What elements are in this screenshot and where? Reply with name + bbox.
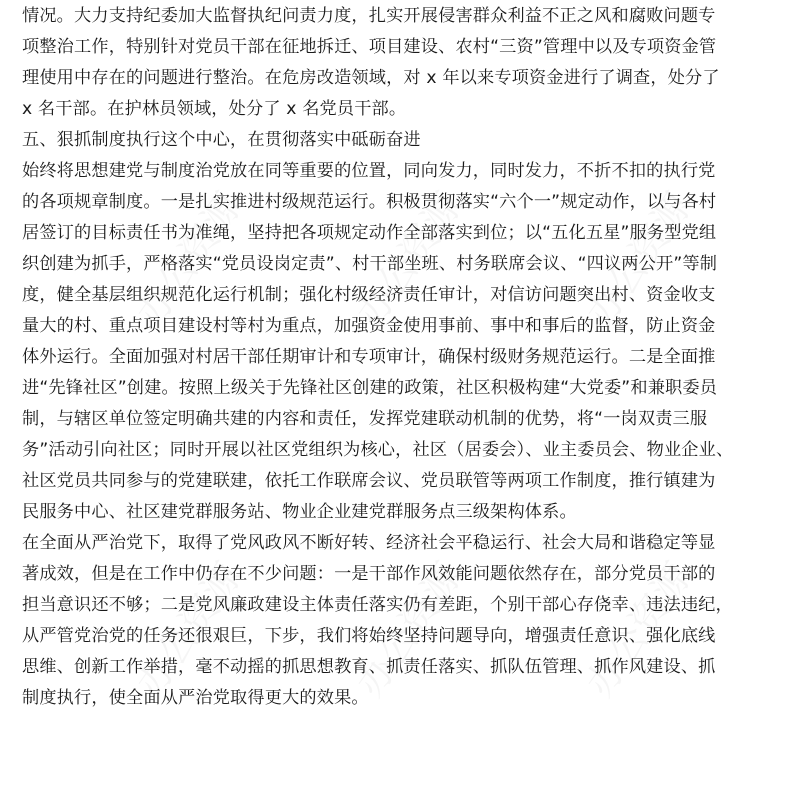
text-line: 项整治工作，特别针对党员干部在征地拆迁、项目建设、农村“三资”管理中以及专项资金管 xyxy=(22,37,717,57)
text-line: 情况。大力支持纪委加大监督执纪问责力度，扎实开展侵害群众利益不正之风和腐败问题专 xyxy=(22,6,716,26)
text-line: 织创建为抓手，严格落实“党员设岗定责”、村干部坐班、村务联席会议、“四议两公开”等制 xyxy=(22,254,718,274)
text-line: 制，与辖区单位签定明确共建的内容和责任，发挥党建联动机制的优势，将“一岗双责三服 xyxy=(22,409,708,429)
text-line: 从严管党治党的任务还很艰巨，下步，我们将始终坚持问题导向，增强责任意识、强化底线 xyxy=(22,626,716,646)
text-line: 著成效，但是在工作中仍存在不少问题：一是干部作风效能问题依然存在，部分党员干部的 xyxy=(22,564,716,584)
text-line: 进“先锋社区”创建。按照上级关于先锋社区创建的政策，社区积极构建“大党委”和兼职委员 xyxy=(22,378,718,398)
text-line: 体外运行。全面加强对村居干部任期审计和专项审计，确保村级财务规范运行。二是全面推 xyxy=(22,347,716,367)
text-line: x 名干部。在护林员领域，处分了 x 名党员干部。 xyxy=(22,99,407,119)
text-line: 度，健全基层组织规范化运行机制；强化村级经济责任审计，对信访问题突出村、资金收支 xyxy=(22,285,716,305)
document-page xyxy=(22,0,782,806)
text-line: 务”活动引向社区；同时开展以社区党组织为核心，社区（居委会）、业主委员会、物业企业、 xyxy=(22,440,734,460)
text-line: 理使用中存在的问题进行整治。在危房改造领域，对 x 年以来专项资金进行了调查，处分了 xyxy=(22,68,720,88)
text-line: 社区党员共同参与的党建联建，依托工作联席会议、党员联管等两项工作制度，推行镇建为 xyxy=(22,471,716,491)
text-line: 的各项规章制度。一是扎实推进村级规范运行。积极贯彻落实“六个一”规定动作，以与各村 xyxy=(22,192,717,212)
text-line: 居签订的目标责任书为准绳，坚持把各项规定动作全部落实到位；以“五化五星”服务型党组 xyxy=(22,223,717,243)
text-line: 在全面从严治党下，取得了党风政风不断好转、经济社会平稳运行、社会大局和谐稳定等显 xyxy=(22,533,716,553)
text-line: 量大的村、重点项目建设村等村为重点，加强资金使用事前、事中和事后的监督，防止资金 xyxy=(22,316,716,336)
text-line: 思维、创新工作举措，毫不动摇的抓思想教育、抓责任落实、抓队伍管理、抓作风建设、抓 xyxy=(22,657,716,677)
text-line: 担当意识还不够；二是党风廉政建设主体责任落实仍有差距，个别干部心存侥幸、违法违纪， xyxy=(22,595,733,615)
text-line: 民服务中心、社区建党群服务站、物业企业建党群服务点三级架构体系。 xyxy=(22,502,577,522)
text-line: 始终将思想建党与制度治党放在同等重要的位置，同向发力，同时发力，不折不扣的执行党 xyxy=(22,161,716,181)
section-heading: 五、狠抓制度执行这个中心，在贯彻落实中砥砺奋进 xyxy=(22,130,421,150)
text-line: 制度执行，使全面从严治党取得更大的效果。 xyxy=(22,688,369,708)
